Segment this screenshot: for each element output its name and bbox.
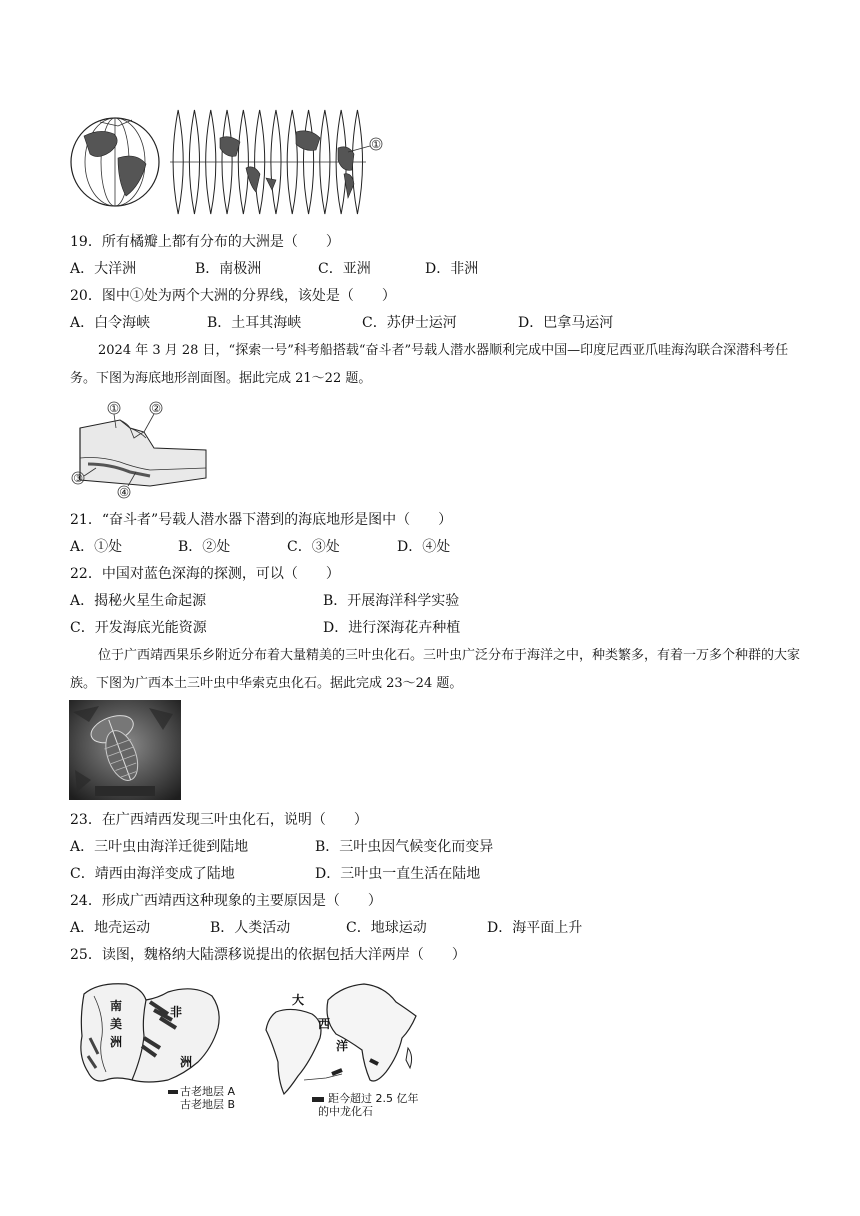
south-america-char-2: 美 — [109, 1017, 123, 1031]
south-america-char-3: 洲 — [109, 1035, 123, 1049]
continental-drift-figure — [72, 976, 432, 1121]
q23-option-a[interactable]: A．三叶虫由海洋迁徙到陆地 — [70, 839, 249, 855]
q25-stem: 25．读图，魏格纳大陆漂移说提出的依据包括大洋两岸（ ） — [70, 947, 466, 963]
africa-char-2: 洲 — [179, 1055, 193, 1069]
q24-option-a[interactable]: A．地壳运动 — [70, 920, 151, 936]
q24-option-b[interactable]: B．人类活动 — [210, 920, 291, 936]
q24-option-c[interactable]: C．地球运动 — [346, 920, 427, 936]
q19-option-b[interactable]: B．南极洲 — [195, 261, 262, 277]
q19-option-d[interactable]: D．非洲 — [425, 261, 479, 277]
q19-option-c[interactable]: C．亚洲 — [318, 261, 371, 277]
q21-stem: 21．“奋斗者”号载人潜水器下潜到的海底地形是图中（ ） — [70, 512, 453, 528]
marker-1-label: ① — [371, 138, 381, 151]
globe-illustration — [71, 118, 159, 206]
seafloor-marker-2: ② — [151, 402, 161, 415]
seafloor-marker-3: ③ — [73, 472, 83, 485]
q24-stem: 24．形成广西靖西这种现象的主要原因是（ ） — [70, 893, 382, 909]
atlantic-char-1: 大 — [291, 993, 305, 1007]
south-america-char-1: 南 — [109, 999, 123, 1013]
orange-peel-map-figure — [70, 108, 390, 218]
q22-stem: 22．中国对蓝色深海的探测，可以（ ） — [70, 566, 340, 582]
passage-trilobite: 位于广西靖西果乐乡附近分布着大量精美的三叶虫化石。三叶虫广泛分布于海洋之中，种类繁多，有着一万多个种群的大家族。下图为广西本土三叶虫中华索克虫化石。据此完成 23～24 题。 — [70, 648, 801, 691]
atlantic-continents-map — [266, 984, 419, 1118]
q21-option-d[interactable]: D．④处 — [397, 539, 451, 555]
legend-mesosaurus-line-1: 距今超过 2.5 亿年 — [328, 1092, 419, 1105]
trilobite-fossil-photo — [69, 700, 181, 800]
q20-option-a[interactable]: A．白令海峡 — [70, 315, 151, 331]
q24-option-d[interactable]: D．海平面上升 — [487, 920, 583, 936]
seafloor-marker-1: ① — [109, 402, 119, 415]
atlantic-char-2: 西 — [317, 1017, 331, 1031]
passage-deep-sea: 2024 年 3 月 28 日，“探索一号”科考船搭载“奋斗者”号载人潜水器顺利完成中国—印度尼西亚爪哇海沟联合深潜科考任务。下图为海底地形剖面图。据此完成 21～22 题。 — [70, 343, 789, 386]
seafloor-profile-figure — [70, 398, 215, 500]
orange-peel-gores — [170, 110, 366, 214]
legend-stratum-a: 古老地层 A — [180, 1085, 236, 1098]
q20-option-d[interactable]: D．巴拿马运河 — [518, 315, 614, 331]
q22-option-b[interactable]: B．开展海洋科学实验 — [323, 593, 460, 609]
q19-option-a[interactable]: A．大洋洲 — [70, 261, 137, 277]
fitted-continents-map — [81, 984, 236, 1111]
q23-option-d[interactable]: D．三叶虫一直生活在陆地 — [315, 866, 481, 882]
q20-option-b[interactable]: B．土耳其海峡 — [207, 315, 302, 331]
q23-option-b[interactable]: B．三叶虫因气候变化而变异 — [315, 839, 494, 855]
atlantic-char-3: 洋 — [335, 1039, 349, 1053]
legend-stratum-b: 古老地层 B — [180, 1098, 236, 1111]
q22-option-a[interactable]: A．揭秘火星生命起源 — [70, 593, 207, 609]
q22-option-d[interactable]: D．进行深海花卉种植 — [323, 620, 461, 636]
q21-option-b[interactable]: B．②处 — [178, 539, 231, 555]
q19-stem: 19．所有橘瓣上都有分布的大洲是（ ） — [70, 234, 340, 250]
q20-stem: 20．图中①处为两个大洲的分界线，该处是（ ） — [70, 288, 396, 304]
q23-stem: 23．在广西靖西发现三叶虫化石，说明（ ） — [70, 812, 368, 828]
q22-option-c[interactable]: C．开发海底光能资源 — [70, 620, 207, 636]
q21-option-c[interactable]: C．③处 — [287, 539, 340, 555]
q23-option-c[interactable]: C．靖西由海洋变成了陆地 — [70, 866, 235, 882]
africa-char-1: 非 — [169, 1005, 183, 1019]
legend-mesosaurus-line-2: 的中龙化石 — [318, 1105, 373, 1118]
q20-option-c[interactable]: C．苏伊士运河 — [362, 315, 457, 331]
seafloor-marker-4: ④ — [119, 486, 129, 499]
q21-option-a[interactable]: A．①处 — [70, 539, 123, 555]
